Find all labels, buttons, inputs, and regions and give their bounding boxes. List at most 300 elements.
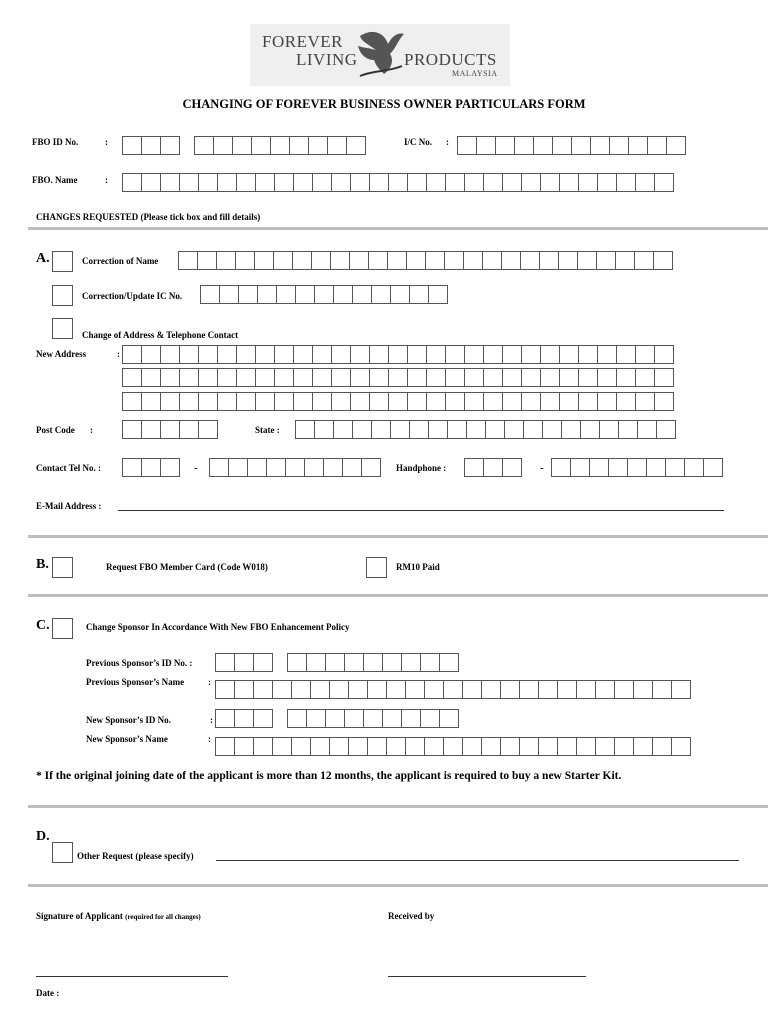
char-box[interactable] [652, 737, 672, 756]
char-box[interactable] [291, 737, 311, 756]
char-box[interactable] [424, 680, 444, 699]
char-box[interactable] [160, 420, 180, 439]
char-box[interactable] [671, 680, 691, 699]
char-box[interactable] [312, 345, 332, 364]
char-box[interactable] [304, 458, 324, 477]
char-box[interactable] [481, 737, 501, 756]
char-box[interactable] [333, 285, 353, 304]
char-box[interactable] [179, 368, 199, 387]
post-code-boxes[interactable] [122, 420, 217, 439]
char-box[interactable] [235, 251, 255, 270]
char-box[interactable] [194, 136, 214, 155]
char-box[interactable] [160, 392, 180, 411]
char-box[interactable] [388, 345, 408, 364]
char-box[interactable] [179, 420, 199, 439]
char-box[interactable] [217, 392, 237, 411]
char-box[interactable] [255, 392, 275, 411]
char-box[interactable] [122, 392, 142, 411]
char-box[interactable] [352, 420, 372, 439]
char-box[interactable] [141, 345, 161, 364]
char-box[interactable] [386, 737, 406, 756]
char-box[interactable] [160, 458, 180, 477]
char-box[interactable] [407, 173, 427, 192]
char-box[interactable] [616, 368, 636, 387]
char-box[interactable] [703, 458, 723, 477]
char-box[interactable] [595, 737, 615, 756]
char-box[interactable] [213, 136, 233, 155]
char-box[interactable] [274, 345, 294, 364]
char-box[interactable] [255, 345, 275, 364]
char-box[interactable] [295, 285, 315, 304]
char-box[interactable] [160, 173, 180, 192]
char-box[interactable] [618, 420, 638, 439]
other-request-line[interactable] [216, 860, 739, 861]
char-box[interactable] [141, 420, 161, 439]
new-sponsor-id-boxes-2[interactable] [287, 709, 458, 728]
char-box[interactable] [346, 136, 366, 155]
char-box[interactable] [234, 709, 254, 728]
char-box[interactable] [443, 680, 463, 699]
char-box[interactable] [388, 368, 408, 387]
char-box[interactable] [504, 420, 524, 439]
char-box[interactable] [596, 251, 616, 270]
char-box[interactable] [501, 251, 521, 270]
char-box[interactable] [533, 136, 553, 155]
char-box[interactable] [444, 251, 464, 270]
char-box[interactable] [466, 420, 486, 439]
char-box[interactable] [367, 737, 387, 756]
char-box[interactable] [521, 345, 541, 364]
char-box[interactable] [597, 368, 617, 387]
char-box[interactable] [401, 709, 421, 728]
email-line[interactable] [118, 510, 724, 511]
char-box[interactable] [293, 173, 313, 192]
char-box[interactable] [457, 136, 477, 155]
fbo-name-boxes[interactable] [122, 173, 673, 192]
char-box[interactable] [616, 173, 636, 192]
char-box[interactable] [236, 173, 256, 192]
char-box[interactable] [311, 251, 331, 270]
char-box[interactable] [462, 737, 482, 756]
char-box[interactable] [616, 392, 636, 411]
char-box[interactable] [654, 392, 674, 411]
char-box[interactable] [198, 345, 218, 364]
char-box[interactable] [388, 392, 408, 411]
char-box[interactable] [306, 709, 326, 728]
char-box[interactable] [327, 136, 347, 155]
char-box[interactable] [476, 136, 496, 155]
char-box[interactable] [405, 737, 425, 756]
char-box[interactable] [559, 173, 579, 192]
char-box[interactable] [253, 680, 273, 699]
char-box[interactable] [369, 345, 389, 364]
char-box[interactable] [390, 420, 410, 439]
char-box[interactable] [627, 458, 647, 477]
fbo-id-boxes-2[interactable] [194, 136, 365, 155]
char-box[interactable] [323, 458, 343, 477]
char-box[interactable] [614, 680, 634, 699]
char-box[interactable] [502, 345, 522, 364]
char-box[interactable] [666, 136, 686, 155]
char-box[interactable] [589, 458, 609, 477]
char-box[interactable] [590, 136, 610, 155]
char-box[interactable] [500, 737, 520, 756]
char-box[interactable] [654, 173, 674, 192]
char-box[interactable] [325, 653, 345, 672]
handphone-boxes[interactable] [551, 458, 722, 477]
char-box[interactable] [274, 392, 294, 411]
char-box[interactable] [179, 392, 199, 411]
char-box[interactable] [426, 345, 446, 364]
char-box[interactable] [232, 136, 252, 155]
char-box[interactable] [445, 392, 465, 411]
char-box[interactable] [251, 136, 271, 155]
char-box[interactable] [342, 458, 362, 477]
char-box[interactable] [599, 420, 619, 439]
char-box[interactable] [285, 458, 305, 477]
char-box[interactable] [367, 680, 387, 699]
char-box[interactable] [198, 392, 218, 411]
char-box[interactable] [308, 136, 328, 155]
char-box[interactable] [405, 680, 425, 699]
char-box[interactable] [495, 136, 515, 155]
char-box[interactable] [635, 345, 655, 364]
char-box[interactable] [217, 173, 237, 192]
char-box[interactable] [635, 392, 655, 411]
char-box[interactable] [215, 709, 235, 728]
char-box[interactable] [671, 737, 691, 756]
char-box[interactable] [445, 345, 465, 364]
char-box[interactable] [559, 368, 579, 387]
char-box[interactable] [287, 653, 307, 672]
char-box[interactable] [270, 136, 290, 155]
char-box[interactable] [312, 173, 332, 192]
char-box[interactable] [228, 458, 248, 477]
char-box[interactable] [597, 345, 617, 364]
char-box[interactable] [571, 136, 591, 155]
char-box[interactable] [406, 251, 426, 270]
char-box[interactable] [521, 368, 541, 387]
other-request-checkbox[interactable] [52, 842, 73, 863]
char-box[interactable] [312, 368, 332, 387]
char-box[interactable] [595, 680, 615, 699]
char-box[interactable] [274, 173, 294, 192]
char-box[interactable] [500, 680, 520, 699]
char-box[interactable] [160, 345, 180, 364]
char-box[interactable] [684, 458, 704, 477]
char-box[interactable] [597, 392, 617, 411]
char-box[interactable] [615, 251, 635, 270]
char-box[interactable] [633, 680, 653, 699]
char-box[interactable] [483, 173, 503, 192]
char-box[interactable] [350, 173, 370, 192]
char-box[interactable] [306, 653, 326, 672]
char-box[interactable] [502, 173, 522, 192]
address-line-1[interactable] [122, 345, 673, 364]
char-box[interactable] [369, 392, 389, 411]
char-box[interactable] [557, 680, 577, 699]
char-box[interactable] [382, 653, 402, 672]
char-box[interactable] [291, 680, 311, 699]
correction-ic-checkbox[interactable] [52, 285, 73, 306]
char-box[interactable] [217, 368, 237, 387]
char-box[interactable] [502, 368, 522, 387]
char-box[interactable] [420, 653, 440, 672]
char-box[interactable] [331, 345, 351, 364]
char-box[interactable] [557, 737, 577, 756]
char-box[interactable] [576, 737, 596, 756]
char-box[interactable] [219, 285, 239, 304]
char-box[interactable] [369, 173, 389, 192]
char-box[interactable] [350, 345, 370, 364]
char-box[interactable] [464, 392, 484, 411]
char-box[interactable] [539, 251, 559, 270]
char-box[interactable] [540, 345, 560, 364]
new-sponsor-name-boxes[interactable] [215, 737, 690, 756]
received-by-line[interactable] [388, 976, 586, 977]
char-box[interactable] [349, 251, 369, 270]
char-box[interactable] [276, 285, 296, 304]
char-box[interactable] [426, 173, 446, 192]
char-box[interactable] [312, 392, 332, 411]
char-box[interactable] [361, 458, 381, 477]
char-box[interactable] [482, 251, 502, 270]
char-box[interactable] [200, 285, 220, 304]
char-box[interactable] [215, 653, 235, 672]
char-box[interactable] [445, 173, 465, 192]
char-box[interactable] [272, 680, 292, 699]
char-box[interactable] [198, 420, 218, 439]
char-box[interactable] [558, 251, 578, 270]
char-box[interactable] [234, 737, 254, 756]
char-box[interactable] [293, 392, 313, 411]
address-line-2[interactable] [122, 368, 673, 387]
char-box[interactable] [293, 368, 313, 387]
char-box[interactable] [255, 368, 275, 387]
correction-name-boxes[interactable] [178, 251, 672, 270]
char-box[interactable] [122, 345, 142, 364]
prev-sponsor-id-boxes-1[interactable] [215, 653, 272, 672]
char-box[interactable] [633, 737, 653, 756]
char-box[interactable] [570, 458, 590, 477]
fbo-id-boxes-1[interactable] [122, 136, 179, 155]
char-box[interactable] [409, 285, 429, 304]
char-box[interactable] [236, 368, 256, 387]
char-box[interactable] [293, 345, 313, 364]
char-box[interactable] [350, 392, 370, 411]
char-box[interactable] [122, 136, 142, 155]
char-box[interactable] [253, 709, 273, 728]
char-box[interactable] [388, 173, 408, 192]
char-box[interactable] [464, 173, 484, 192]
char-box[interactable] [428, 285, 448, 304]
char-box[interactable] [310, 737, 330, 756]
char-box[interactable] [445, 368, 465, 387]
char-box[interactable] [141, 458, 161, 477]
char-box[interactable] [331, 368, 351, 387]
char-box[interactable] [485, 420, 505, 439]
char-box[interactable] [635, 368, 655, 387]
char-box[interactable] [350, 368, 370, 387]
char-box[interactable] [369, 368, 389, 387]
char-box[interactable] [559, 345, 579, 364]
char-box[interactable] [179, 173, 199, 192]
char-box[interactable] [614, 737, 634, 756]
char-box[interactable] [368, 251, 388, 270]
char-box[interactable] [236, 392, 256, 411]
char-box[interactable] [428, 420, 448, 439]
char-box[interactable] [580, 420, 600, 439]
char-box[interactable] [542, 420, 562, 439]
char-box[interactable] [578, 173, 598, 192]
char-box[interactable] [463, 251, 483, 270]
char-box[interactable] [215, 680, 235, 699]
char-box[interactable] [552, 136, 572, 155]
char-box[interactable] [578, 392, 598, 411]
char-box[interactable] [314, 285, 334, 304]
char-box[interactable] [578, 368, 598, 387]
new-sponsor-id-boxes-1[interactable] [215, 709, 272, 728]
char-box[interactable] [523, 420, 543, 439]
char-box[interactable] [616, 345, 636, 364]
char-box[interactable] [253, 653, 273, 672]
handphone-prefix-boxes[interactable] [464, 458, 521, 477]
char-box[interactable] [122, 173, 142, 192]
char-box[interactable] [255, 173, 275, 192]
char-box[interactable] [538, 680, 558, 699]
char-box[interactable] [637, 420, 657, 439]
char-box[interactable] [363, 653, 383, 672]
char-box[interactable] [274, 368, 294, 387]
char-box[interactable] [656, 420, 676, 439]
char-box[interactable] [577, 251, 597, 270]
char-box[interactable] [439, 709, 459, 728]
char-box[interactable] [273, 251, 293, 270]
char-box[interactable] [329, 737, 349, 756]
char-box[interactable] [483, 458, 503, 477]
char-box[interactable] [628, 136, 648, 155]
char-box[interactable] [141, 173, 161, 192]
char-box[interactable] [652, 680, 672, 699]
char-box[interactable] [386, 680, 406, 699]
char-box[interactable] [520, 251, 540, 270]
member-card-checkbox[interactable] [52, 557, 73, 578]
char-box[interactable] [325, 709, 345, 728]
char-box[interactable] [447, 420, 467, 439]
char-box[interactable] [654, 345, 674, 364]
char-box[interactable] [236, 345, 256, 364]
char-box[interactable] [209, 458, 229, 477]
char-box[interactable] [289, 136, 309, 155]
char-box[interactable] [257, 285, 277, 304]
char-box[interactable] [254, 251, 274, 270]
char-box[interactable] [559, 392, 579, 411]
char-box[interactable] [344, 709, 364, 728]
char-box[interactable] [295, 420, 315, 439]
char-box[interactable] [426, 368, 446, 387]
char-box[interactable] [425, 251, 445, 270]
char-box[interactable] [272, 737, 292, 756]
char-box[interactable] [519, 737, 539, 756]
char-box[interactable] [253, 737, 273, 756]
char-box[interactable] [608, 458, 628, 477]
char-box[interactable] [646, 458, 666, 477]
correction-ic-boxes[interactable] [200, 285, 447, 304]
char-box[interactable] [540, 173, 560, 192]
char-box[interactable] [597, 173, 617, 192]
char-box[interactable] [215, 737, 235, 756]
char-box[interactable] [122, 420, 142, 439]
char-box[interactable] [464, 368, 484, 387]
char-box[interactable] [331, 173, 351, 192]
char-box[interactable] [462, 680, 482, 699]
char-box[interactable] [502, 392, 522, 411]
char-box[interactable] [141, 136, 161, 155]
char-box[interactable] [647, 136, 667, 155]
char-box[interactable] [483, 345, 503, 364]
char-box[interactable] [178, 251, 198, 270]
char-box[interactable] [348, 737, 368, 756]
char-box[interactable] [409, 420, 429, 439]
char-box[interactable] [314, 420, 334, 439]
char-box[interactable] [483, 392, 503, 411]
char-box[interactable] [348, 680, 368, 699]
contact-tel-boxes[interactable] [209, 458, 380, 477]
contact-tel-area-boxes[interactable] [122, 458, 179, 477]
char-box[interactable] [287, 709, 307, 728]
char-box[interactable] [665, 458, 685, 477]
ic-boxes[interactable] [457, 136, 685, 155]
char-box[interactable] [519, 680, 539, 699]
address-line-3[interactable] [122, 392, 673, 411]
char-box[interactable] [407, 368, 427, 387]
char-box[interactable] [160, 136, 180, 155]
char-box[interactable] [464, 458, 484, 477]
char-box[interactable] [352, 285, 372, 304]
char-box[interactable] [439, 653, 459, 672]
char-box[interactable] [521, 392, 541, 411]
char-box[interactable] [198, 368, 218, 387]
char-box[interactable] [371, 420, 391, 439]
char-box[interactable] [160, 368, 180, 387]
char-box[interactable] [198, 173, 218, 192]
change-sponsor-checkbox[interactable] [52, 618, 73, 639]
char-box[interactable] [634, 251, 654, 270]
signature-line[interactable] [36, 976, 228, 977]
char-box[interactable] [407, 345, 427, 364]
char-box[interactable] [330, 251, 350, 270]
char-box[interactable] [540, 368, 560, 387]
char-box[interactable] [420, 709, 440, 728]
char-box[interactable] [247, 458, 267, 477]
char-box[interactable] [502, 458, 522, 477]
char-box[interactable] [540, 392, 560, 411]
rm10-paid-checkbox[interactable] [366, 557, 387, 578]
char-box[interactable] [561, 420, 581, 439]
char-box[interactable] [217, 345, 237, 364]
prev-sponsor-id-boxes-2[interactable] [287, 653, 458, 672]
char-box[interactable] [234, 653, 254, 672]
char-box[interactable] [141, 392, 161, 411]
char-box[interactable] [266, 458, 286, 477]
char-box[interactable] [238, 285, 258, 304]
char-box[interactable] [234, 680, 254, 699]
char-box[interactable] [310, 680, 330, 699]
char-box[interactable] [653, 251, 673, 270]
correction-name-checkbox[interactable] [52, 251, 73, 272]
char-box[interactable] [483, 368, 503, 387]
change-address-checkbox[interactable] [52, 318, 73, 339]
